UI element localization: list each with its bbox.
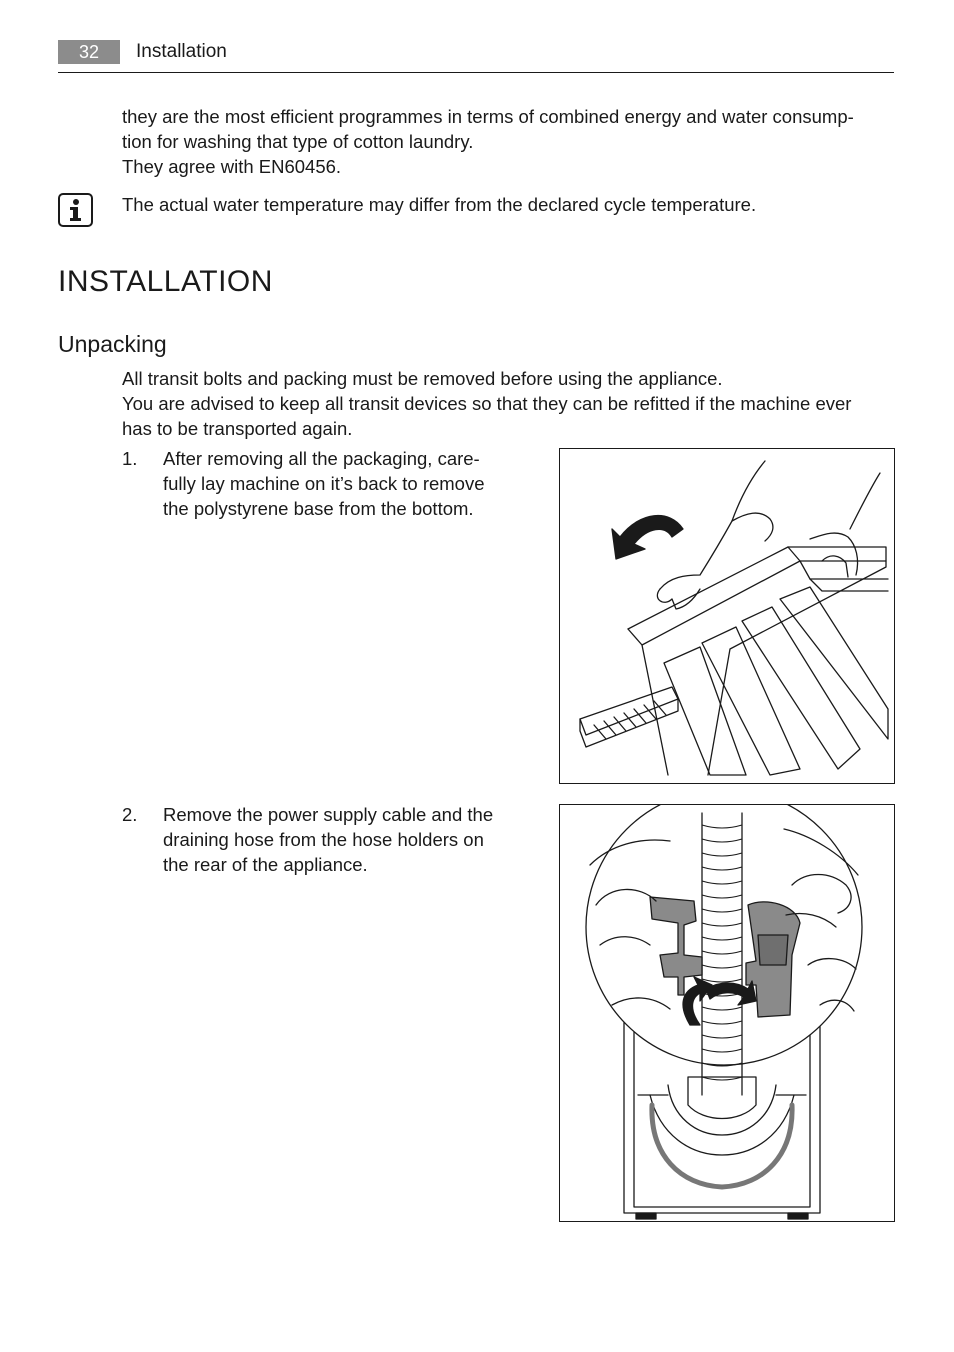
step-2-line-1: Remove the power supply cable and the: [163, 804, 494, 825]
intro-line-3: They agree with EN60456.: [122, 156, 342, 177]
info-note-text: The actual water temperature may differ from the declared cycle temperature.: [122, 194, 757, 215]
step-1-line-1: After removing all the packaging, care-: [163, 448, 480, 469]
intro-paragraph: [122, 104, 892, 179]
unpacking-line-2: You are advised to keep all transit devices so that they can be refitted if the machine ever: [122, 393, 852, 414]
step-1-line-3: the polystyrene base from the bottom.: [163, 498, 474, 519]
info-icon: [58, 193, 93, 227]
intro-line-1: they are the most efficient programmes in terms of combined energy and water consump-: [122, 106, 854, 127]
step-2-number: 2.: [122, 804, 138, 825]
header-section-title: Installation: [136, 41, 227, 62]
intro-line-2: tion for washing that type of cotton laundry.: [122, 131, 474, 152]
step-1-text: [163, 446, 508, 521]
step-2-line-2: draining hose from the hose holders on: [163, 829, 484, 850]
rotate-arrow-icon: [612, 516, 683, 559]
page-number: 32: [58, 40, 120, 64]
step-2-text: [163, 802, 508, 877]
unpacking-paragraph: [122, 366, 892, 441]
unpacking-heading: Unpacking: [58, 331, 167, 357]
step-1-number: 1.: [122, 448, 138, 469]
figure-remove-hose: [559, 804, 895, 1222]
unpacking-line-3: has to be transported again.: [122, 418, 353, 439]
page-header: [58, 40, 894, 73]
figure-tilt-machine: [559, 448, 895, 784]
installation-heading: INSTALLATION: [58, 265, 273, 298]
step-1-line-2: fully lay machine on it’s back to remove: [163, 473, 485, 494]
step-2-line-3: the rear of the appliance.: [163, 854, 368, 875]
unpacking-line-1: All transit bolts and packing must be removed before using the appliance.: [122, 368, 723, 389]
